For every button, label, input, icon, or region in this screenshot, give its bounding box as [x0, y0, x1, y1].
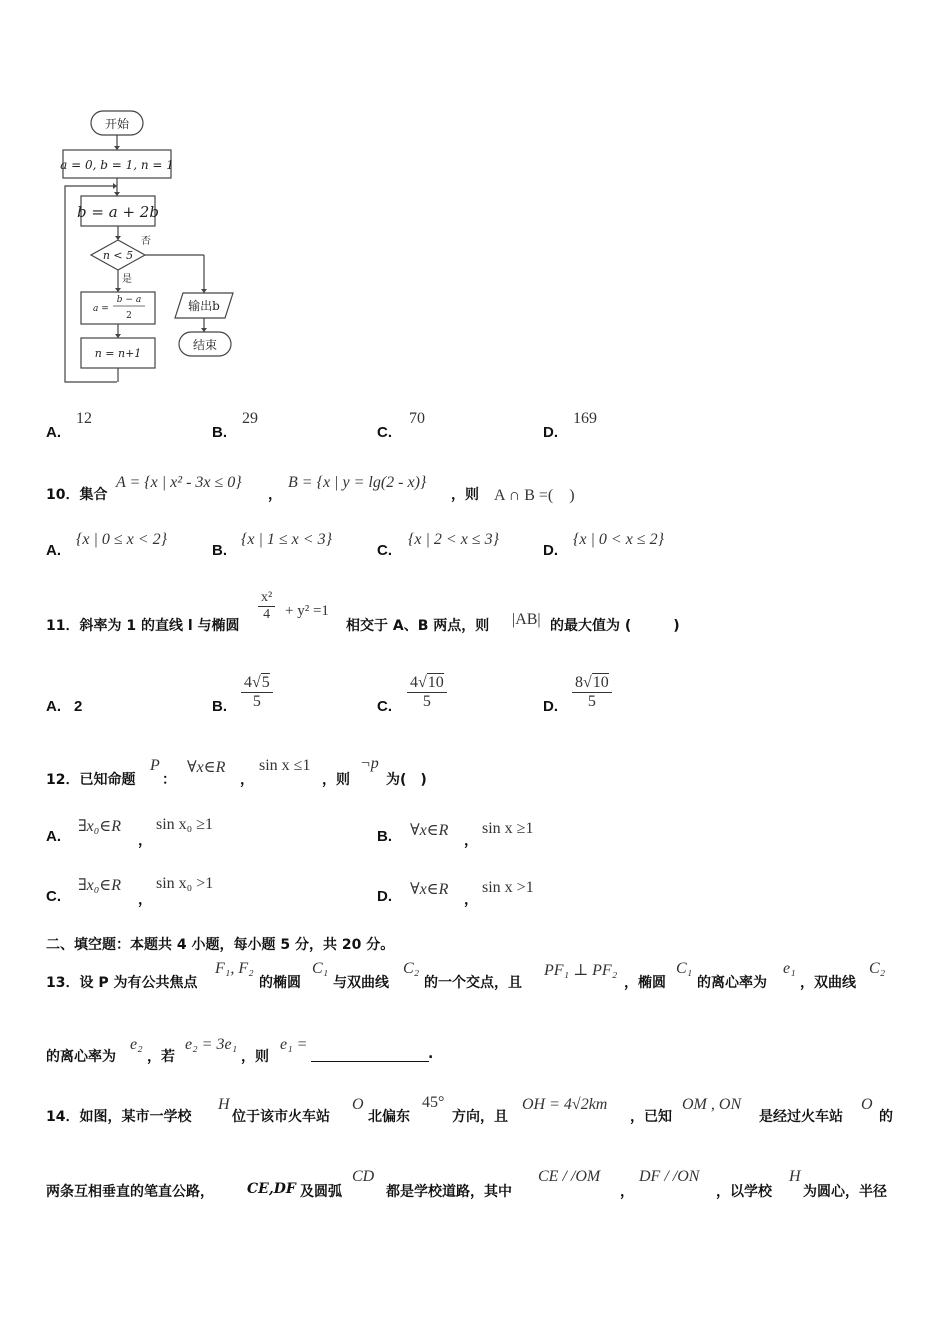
q13-c2b: C₂ [869, 960, 886, 977]
q9-d-value: 169 [573, 410, 597, 427]
q13-c1: C₁ [312, 960, 329, 977]
fc-end: 结束 [192, 338, 218, 352]
q12-a-letter: A. [46, 828, 61, 845]
q10-then: ，则 [451, 487, 479, 503]
fc-step1: b = a + 2b [77, 203, 159, 221]
q12-sep: ， [240, 772, 254, 788]
q10-number: 10．集合 [46, 487, 108, 503]
q11-b-value: $\frac{4√5}{5}$ [241, 674, 273, 711]
q9-a-value: 12 [76, 410, 92, 427]
q11-d-den: 5 [587, 693, 596, 710]
q14-l2-t2: 及圆弧 [300, 1184, 342, 1200]
flowchart [55, 100, 255, 390]
q12-c-sep: ， [138, 892, 152, 908]
fc-no: 否 [141, 236, 151, 247]
q14-cd: CD [352, 1168, 375, 1185]
q10-c-letter: C. [377, 542, 392, 559]
q14-t2: 位于该市火车站 [232, 1109, 330, 1125]
q11-d-coef: 8 [575, 674, 583, 691]
q12-d-letter: D. [377, 888, 392, 905]
q13-t2: 的椭圆 [259, 975, 301, 991]
q11-d-value: $\frac{8√10}{5}$ [572, 674, 612, 711]
q13-c1b: C₁ [676, 960, 693, 977]
q13-l2-t3: ，则 [241, 1049, 269, 1065]
q12-d-quant: ∀x∈R [410, 881, 449, 898]
q13-end: . [428, 1046, 434, 1062]
q14-t5: ，已知 [630, 1109, 672, 1125]
q14-l2-t3: 都是学校道路，其中 [386, 1184, 512, 1200]
q14-o2: O [861, 1096, 873, 1113]
q14-t7: 的 [879, 1109, 893, 1125]
q13-e1: e₁ [783, 960, 796, 977]
q9-c-letter: C. [377, 424, 392, 441]
q11-text-2: 相交于 A、B 两点，则 [346, 618, 490, 634]
q12-b-quant: ∀x∈R [410, 822, 449, 839]
q10-expr: A ∩ B =( ) [494, 487, 575, 504]
q12-text-1: 12．已知命题 [46, 772, 136, 788]
q11-frac-den: 4 [263, 607, 271, 622]
fc-start: 开始 [104, 117, 130, 131]
q13-e2: e₂ [130, 1036, 143, 1053]
q12-forall: ∀x∈R [187, 759, 226, 776]
fc-assign-lhs: a = [93, 304, 109, 314]
fc-cond: n < 5 [102, 249, 134, 262]
q13-e1-eq: e₁ = [280, 1036, 308, 1053]
q11-c-rad: 10 [427, 674, 444, 691]
q13-t3: 与双曲线 [333, 975, 389, 991]
q12-b-sin: sin x ≥1 [482, 820, 534, 837]
q14-h2: H [789, 1168, 801, 1185]
q10-a-value: {x | 0 ≤ x < 2} [76, 531, 167, 548]
q12-d-sep: ， [464, 892, 478, 908]
fc-init: a = 0, b = 1, n = 1 [60, 158, 174, 172]
q10-set-b: B = {x | y = lg(2 - x)} [288, 474, 427, 491]
q10-set-a: A = {x | x² - 3x ≤ 0} [116, 474, 242, 491]
q11-b-coef: 4 [244, 674, 252, 691]
q11-text-1: 11．斜率为 1 的直线 l 与椭圆 [46, 618, 240, 634]
fc-yes: 是 [122, 274, 132, 285]
q12-a-sin: sin x₀ ≥1 [156, 816, 214, 833]
q13-l2-t2: ，若 [147, 1049, 175, 1065]
q13-l2-t1: 的离心率为 [46, 1049, 116, 1065]
q12-text-2: 为( ) [386, 772, 427, 788]
q14-deg: 45° [422, 1094, 445, 1111]
q14-df-on: DF / /ON [639, 1168, 700, 1185]
q14-t3: 北偏东 [368, 1109, 410, 1125]
q11-a-value: 2 [74, 698, 83, 715]
q13-eq: e₂ = 3e₁ [185, 1036, 238, 1053]
fc-incr: n = n+1 [94, 347, 142, 360]
q14-ce-om: CE / /OM [538, 1168, 601, 1185]
q12-p: P [150, 757, 160, 774]
q12-then: ，则 [322, 772, 350, 788]
q10-b-letter: B. [212, 542, 227, 559]
q11-c-letter: C. [377, 698, 392, 715]
q11-d-letter: D. [543, 698, 558, 715]
q14-om-on: OM , ON [682, 1096, 742, 1113]
q12-d-sin: sin x >1 [482, 879, 534, 896]
q10-a-letter: A. [46, 542, 61, 559]
q13-t6: 的离心率为 [697, 975, 767, 991]
fc-assign-num: b − a [116, 295, 142, 305]
q12-c-sin: sin x₀ >1 [156, 875, 214, 892]
q11-eq: + y² =1 [285, 603, 329, 619]
q10-d-letter: D. [543, 542, 558, 559]
q11-c-value: $\frac{4√10}{5}$ [407, 674, 447, 711]
q14-h: H [218, 1096, 230, 1113]
q12-sin: sin x ≤1 [259, 757, 311, 774]
q10-d-value: {x | 0 < x ≤ 2} [573, 531, 664, 548]
q9-a-letter: A. [46, 424, 61, 441]
q14-l2-t1: 两条互相垂直的笔直公路， [46, 1184, 214, 1200]
q13-perp: PF₁ ⊥ PF₂ [544, 962, 618, 979]
q11-ab: |AB| [512, 611, 541, 628]
fc-output: 输出b [188, 299, 220, 313]
q10-comma: ， [268, 487, 282, 503]
q13-t4: 的一个交点，且 [424, 975, 522, 991]
q9-b-letter: B. [212, 424, 227, 441]
q14-t6: 是经过火车站 [759, 1109, 843, 1125]
q14-o: O [352, 1096, 364, 1113]
q11-c-coef: 4 [410, 674, 418, 691]
q13-c2: C₂ [403, 960, 420, 977]
q12-a-quant: ∃x₀∈R [78, 818, 121, 835]
q14-ce-df: CE,DF [247, 1181, 296, 1197]
q14-sep: ， [620, 1184, 634, 1200]
q12-c-letter: C. [46, 888, 61, 905]
q10-b-value: {x | 1 ≤ x < 3} [241, 531, 332, 548]
q14-t1: 14．如图，某市一学校 [46, 1109, 192, 1125]
q14-t4: 方向，且 [452, 1109, 508, 1125]
q12-a-sep: ， [138, 833, 152, 849]
q13-t7: ，双曲线 [800, 975, 856, 991]
q11-b-den: 5 [252, 693, 261, 710]
q14-l2-t5: 为圆心，半径 [803, 1184, 887, 1200]
q12-b-letter: B. [377, 828, 392, 845]
q12-colon: ： [162, 772, 176, 788]
q10-c-value: {x | 2 < x ≤ 3} [408, 531, 499, 548]
q12-c-quant: ∃x₀∈R [78, 877, 121, 894]
q9-b-value: 29 [242, 410, 258, 427]
q11-a-letter: A. [46, 698, 61, 715]
q13-foci: F₁, F₂ [215, 960, 254, 977]
q11-c-den: 5 [422, 693, 431, 710]
q9-c-value: 70 [409, 410, 425, 427]
q13-answer-blank[interactable] [311, 1047, 429, 1062]
q13-t5: ，椭圆 [624, 975, 666, 991]
q9-d-letter: D. [543, 424, 558, 441]
q11-b-rad: 5 [261, 674, 270, 691]
q11-fraction [258, 590, 275, 623]
q12-b-sep: ， [464, 833, 478, 849]
q11-frac-num: x² [258, 590, 275, 607]
q11-b-letter: B. [212, 698, 227, 715]
q12-notp: ¬p [360, 755, 379, 772]
fc-assign-den: 2 [126, 311, 132, 321]
q13-t1: 13．设 P 为有公共焦点 [46, 975, 198, 991]
q14-oh: OH = 4√2km [522, 1096, 608, 1113]
section-2-heading: 二、填空题：本题共 4 小题，每小题 5 分，共 20 分。 [46, 937, 395, 953]
q14-l2-t4: ，以学校 [716, 1184, 772, 1200]
q11-d-rad: 10 [592, 674, 609, 691]
q11-text-3: 的最大值为 ( ) [550, 618, 680, 634]
